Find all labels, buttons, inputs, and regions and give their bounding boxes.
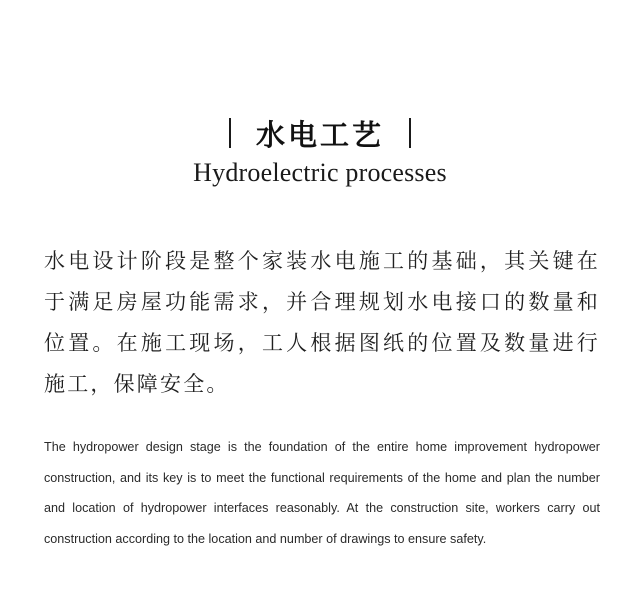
- title-right-divider: [409, 118, 411, 148]
- page-title: 水电工艺: [255, 117, 384, 152]
- english-paragraph: The hydropower design stage is the foundation of the entire home improvement hydropower construction, and its key is to meet the functional requirements of the home and plan the number and location of hydropower interfaces reasonably. At the construction site, workers carry out construction according to the location and number of drawings to ensure safety.: [44, 440, 600, 546]
- chinese-paragraph: 水电设计阶段是整个家装水电施工的基础，其关键在于满足房屋功能需求，并合理规划水电接口的数量和位置。在施工现场，工人根据图纸的位置及数量进行施工，保障安全。: [44, 249, 600, 396]
- title-left-divider: [229, 118, 231, 148]
- title-row: [0, 113, 640, 153]
- page-subtitle: Hydroelectric processes: [193, 158, 447, 187]
